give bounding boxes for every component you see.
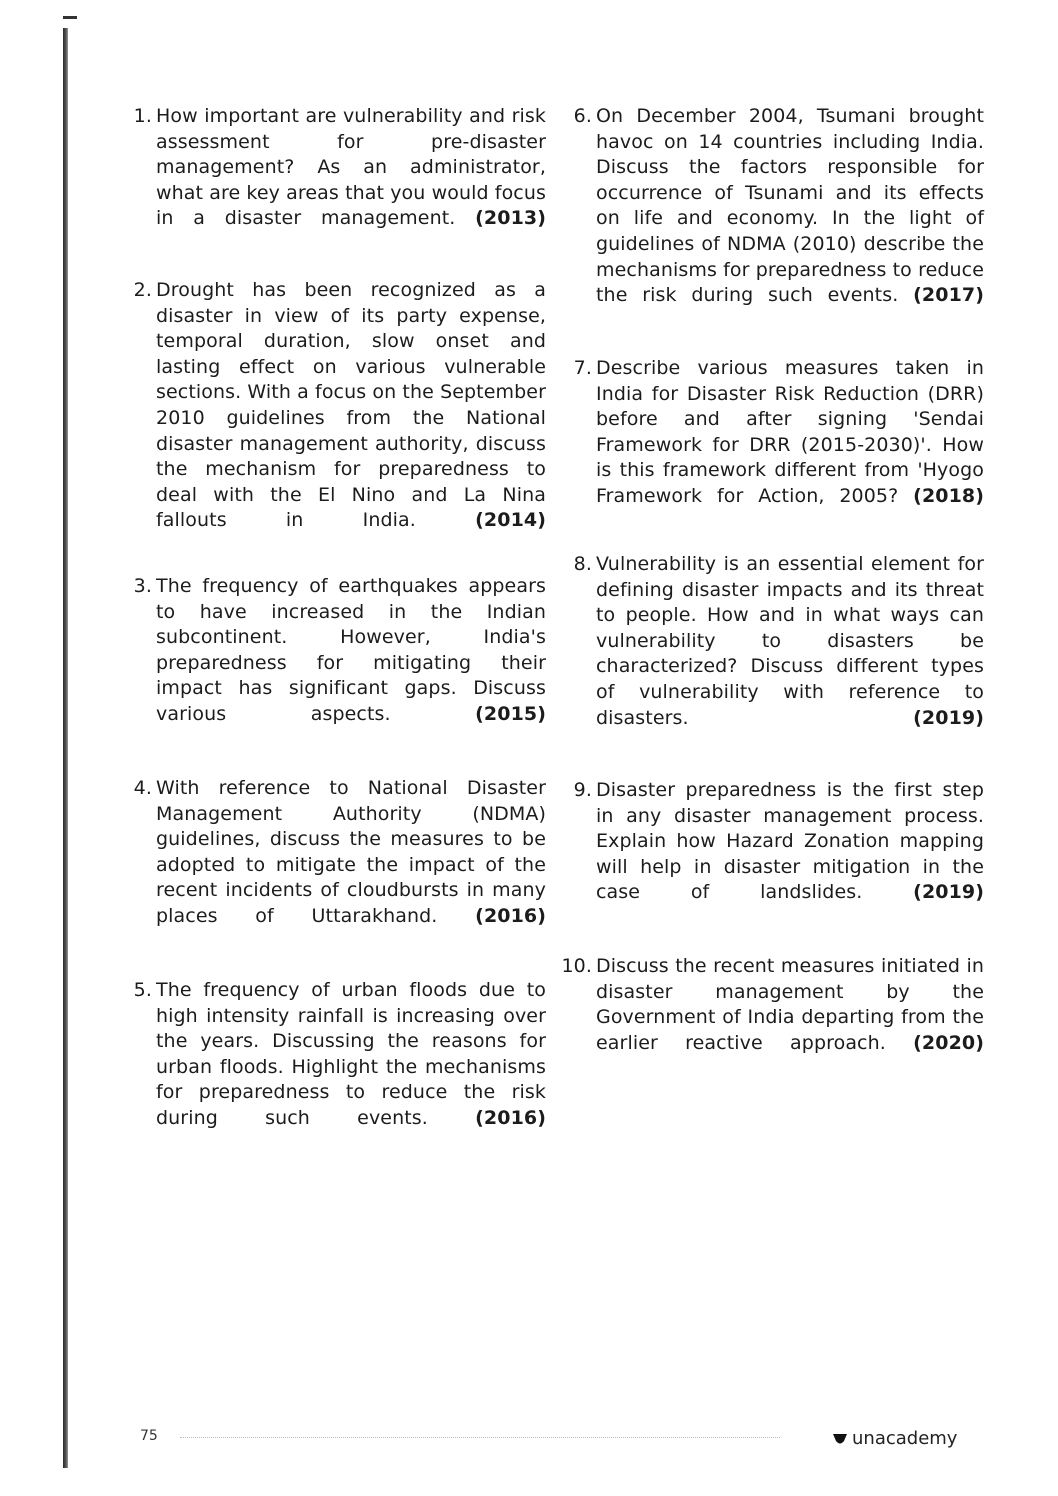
question-10 bbox=[560, 954, 984, 1056]
question-2 bbox=[120, 278, 546, 534]
question-number: 10. bbox=[561, 955, 592, 977]
page-number: 75 bbox=[140, 1428, 158, 1444]
question-7 bbox=[560, 356, 984, 510]
question-year: (2015) bbox=[475, 702, 546, 725]
question-text: Vulnerability is an essential element for defining disaster impacts and its threat to people. How and in what ways can vulnerability to disasters be characterized? Discuss different types of vulnerability with reference to disasters. (2019) bbox=[596, 553, 984, 729]
question-text: Describe various measures taken in India for Disaster Risk Reduction (DRR) before and after signing 'Sendai Framework for DRR (2015-2030)'. How is this framework different from 'Hyogo Framework for Action, 2005? (2018) bbox=[596, 357, 985, 507]
question-9 bbox=[560, 778, 984, 906]
question-text: With reference to National Disaster Management Authority (NDMA) guidelines, discuss the measures to be adopted to mitigate the impact of the recent incidents of cloudbursts in many places of Uttarakhand. (2016) bbox=[156, 777, 547, 927]
question-number: 4. bbox=[133, 777, 152, 799]
question-5 bbox=[120, 978, 546, 1132]
footer-rule bbox=[180, 1437, 780, 1439]
question-number: 3. bbox=[133, 575, 152, 597]
question-year: (2019) bbox=[913, 706, 984, 729]
question-number: 2. bbox=[133, 279, 152, 301]
question-1 bbox=[120, 104, 546, 232]
question-year: (2017) bbox=[913, 284, 984, 307]
question-4 bbox=[120, 776, 546, 930]
question-year: (2016) bbox=[475, 904, 547, 927]
question-text: On December 2004, Tsumani brought havoc on 14 countries including India. Discuss the factors responsible for occurrence of Tsunami and its effects on life and economy. In the light of guidelines of NDMA (2010) describe the mechanisms for preparedness to reduce the risk during such events. (2017) bbox=[596, 105, 984, 307]
question-text: Discuss the recent measures initiated in disaster management by the Government of India departing from the earlier reactive approach. (2020) bbox=[596, 955, 984, 1054]
question-text: Drought has been recognized as a disaster in view of its party expense, temporal duration, slow onset and lasting effect on various vulnerable sections. With a focus on the September 2010 guidelines from the National disaster management authority, discuss the mechanism for preparedness to deal with the El Nino and La Nina fallouts in India. (2014) bbox=[156, 279, 546, 532]
question-text: The frequency of earthquakes appears to have increased in the Indian subcontinent. However, India's preparedness for mitigating their impact has significant gaps. Discuss various aspects. (2015) bbox=[156, 575, 546, 725]
question-text: How important are vulnerability and risk assessment for pre-disaster management? As an administrator, what are key areas that you would focus in a disaster management. (2013) bbox=[156, 105, 546, 230]
question-year: (2016) bbox=[475, 1106, 546, 1129]
question-6 bbox=[560, 104, 984, 309]
question-number: 5. bbox=[133, 979, 152, 1001]
question-8 bbox=[560, 552, 984, 731]
question-number: 6. bbox=[573, 105, 592, 127]
question-year: (2014) bbox=[475, 509, 546, 532]
brand-logo bbox=[832, 1428, 957, 1449]
brand-name: unacademy bbox=[852, 1428, 958, 1449]
question-year: (2019) bbox=[913, 881, 985, 904]
question-number: 8. bbox=[573, 553, 592, 575]
question-year: (2020) bbox=[913, 1031, 984, 1054]
question-year: (2018) bbox=[913, 484, 985, 507]
question-text: Disaster preparedness is the first step in any disaster management process. Explain how Hazard Zonation mapping will help in disaster mitigation in the case of landslides. (2019) bbox=[596, 779, 985, 904]
question-year: (2013) bbox=[475, 207, 546, 230]
question-number: 7. bbox=[573, 357, 592, 379]
binding-tick bbox=[63, 16, 77, 19]
question-number: 9. bbox=[573, 779, 592, 801]
question-number: 1. bbox=[133, 105, 152, 127]
binding-line bbox=[63, 28, 68, 1468]
question-3 bbox=[120, 574, 546, 728]
unacademy-logo-icon bbox=[832, 1431, 848, 1447]
question-text: The frequency of urban floods due to high intensity rainfall is increasing over the years. Discussing the reasons for urban floods. Highlight the mechanisms for preparedness to reduce the risk during such events. (2016) bbox=[156, 979, 546, 1129]
